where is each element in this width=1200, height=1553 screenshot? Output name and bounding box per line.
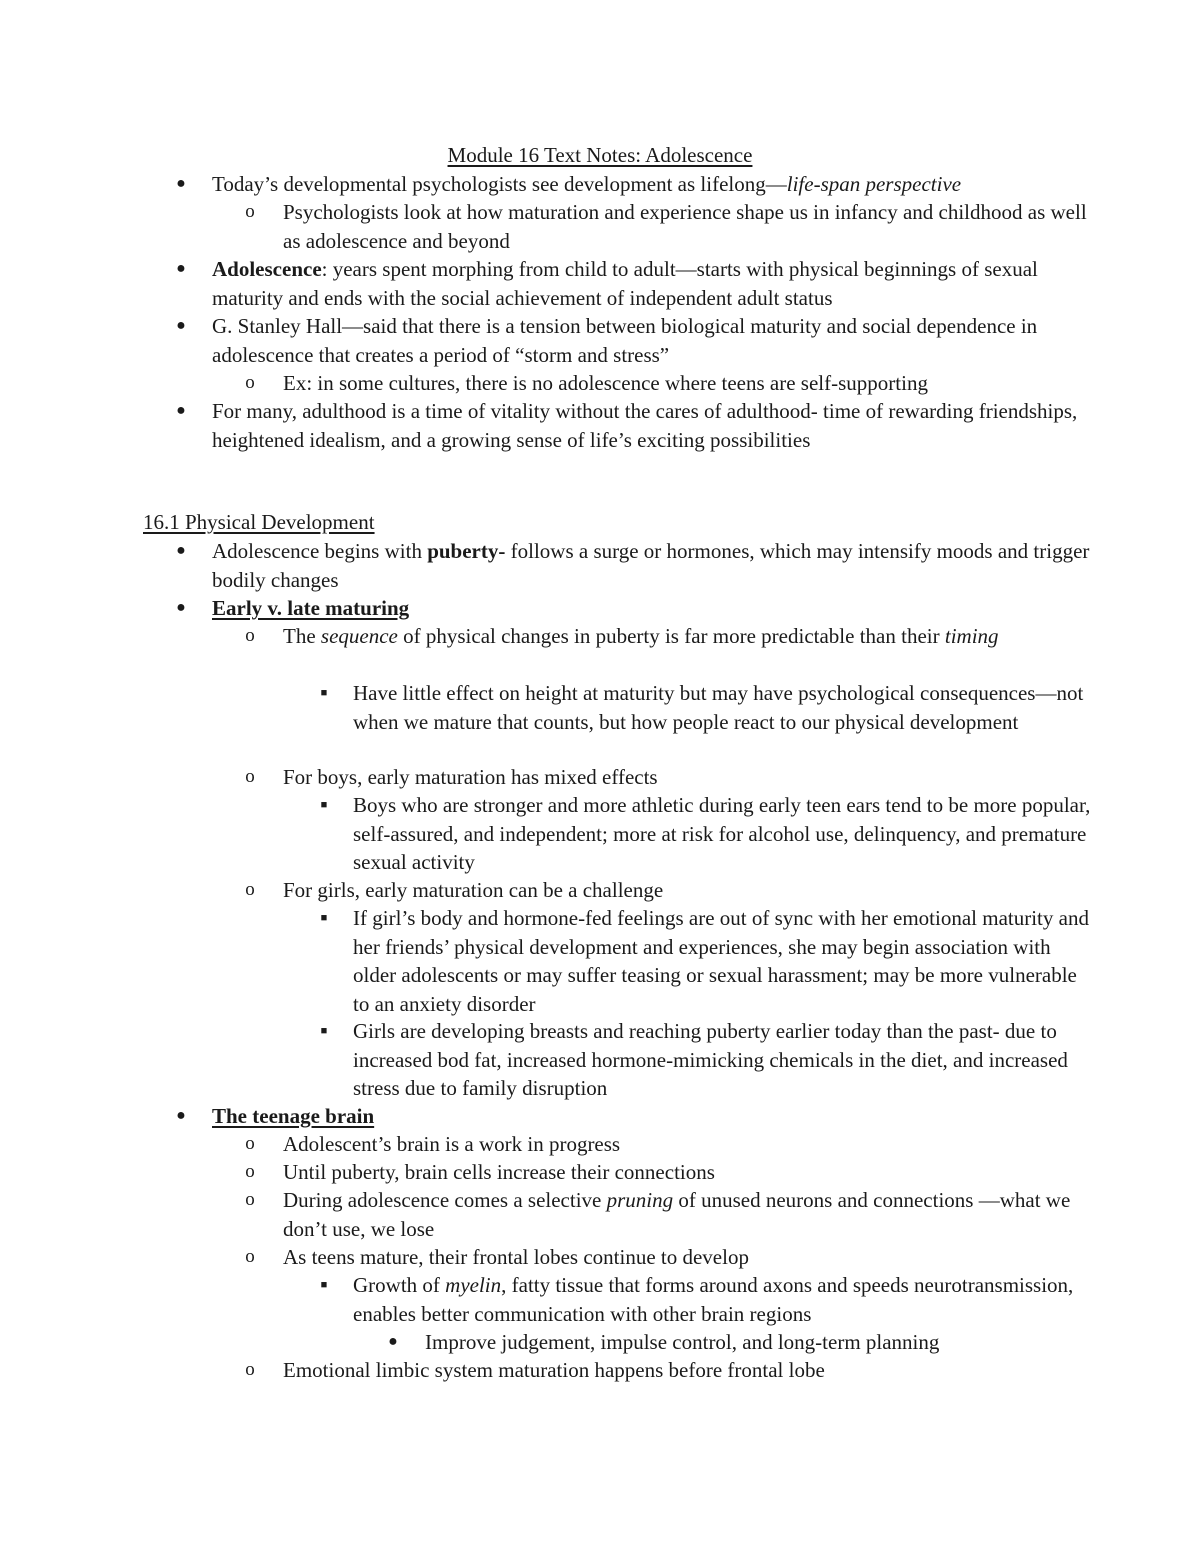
sub-text: Until puberty, brain cells increase their connections [283, 1160, 715, 1184]
square-marker: ■ [320, 912, 328, 924]
bullet-marker: ● [176, 260, 186, 277]
intro-bullet-lifespan [176, 170, 1092, 199]
sub-text: Adolescent’s brain is a work in progress [283, 1132, 621, 1156]
bullet-text: : years spent morphing from child to adult—starts with physical beginnings of sexual maturity and ends with the social achievement of independent adult status [212, 257, 1038, 310]
sub-text-cont: of unused neurons and connections —what we don’t use, we lose [283, 1188, 1071, 1241]
sub-text: The [283, 624, 321, 648]
circle-marker: o [245, 1246, 255, 1267]
italic-term: life-span perspective [786, 172, 962, 196]
circle-marker: o [245, 372, 255, 393]
bullet-text: G. Stanley Hall—said that there is a tension between biological maturity and social dependence in adolescence that creates a period of “storm and stress” [212, 314, 1038, 367]
height-point [320, 679, 1098, 736]
circle-marker: o [245, 1133, 255, 1154]
bullet-marker: ● [176, 599, 186, 616]
bold-term: Adolescence [212, 257, 322, 281]
sub-text: Psychologists look at how maturation and experience shape us in infancy and childhood as well as adolescence and beyond [283, 200, 1087, 253]
brain-sub-4 [245, 1243, 1093, 1272]
intro-sub-maturation [245, 198, 1093, 255]
square-marker: ■ [320, 687, 328, 699]
boys-sub [245, 763, 1093, 792]
circle-marker: o [245, 766, 255, 787]
point-text: Growth of [353, 1273, 446, 1297]
subheading: Early v. late maturing [212, 596, 410, 620]
boys-point [320, 791, 1098, 877]
girls-point-2 [320, 1017, 1098, 1103]
myelin-point [320, 1271, 1098, 1328]
bullet-text-cont: follows a surge or hormones, which may intensify moods and trigger bodily changes [212, 539, 1090, 592]
judgement-point [388, 1328, 1095, 1357]
bullet-marker: ● [176, 402, 186, 419]
teenage-brain-bullet [176, 1102, 1092, 1131]
sub-text-cont: of physical changes in puberty is far more predictable than their [397, 624, 945, 648]
bullet-text: Adolescence begins with [212, 539, 428, 563]
sub-text: During adolescence comes a selective [283, 1188, 607, 1212]
sub-text: For boys, early maturation has mixed effects [283, 765, 658, 789]
point-text: Improve judgement, impulse control, and long-term planning [425, 1330, 940, 1354]
italic-term: sequence [320, 624, 398, 648]
girls-sub [245, 876, 1093, 905]
italic-term: timing [944, 624, 999, 648]
brain-sub-5 [245, 1356, 1093, 1385]
square-marker: ■ [320, 1025, 328, 1037]
point-text: Girls are developing breasts and reaching puberty earlier today than the past- due to increased bod fat, increased hormone-mimicking chemicals in the diet, and increased stress due to family disruption [353, 1019, 1068, 1100]
bullet-text: For many, adulthood is a time of vitality without the cares of adulthood- time of rewarding friendships, heightened idealism, and a growing sense of life’s exciting possibilities [212, 399, 1078, 452]
puberty-bullet [176, 537, 1092, 594]
sub-text: Ex: in some cultures, there is no adolescence where teens are self-supporting [283, 371, 928, 395]
point-text: Have little effect on height at maturity but may have psychological consequences—not when we mature that counts, but how people react to our physical development [353, 681, 1084, 734]
section-title: 16.1 Physical Development [143, 510, 375, 534]
point-text: Boys who are stronger and more athletic during early teen ears tend to be more popular, self-assured, and independent; more at risk for alcohol use, delinquency, and premature sexual activity [353, 793, 1091, 874]
bold-term: puberty- [427, 539, 506, 563]
maturing-heading-bullet [176, 594, 1092, 623]
circle-marker: o [245, 201, 255, 222]
italic-term: pruning [606, 1188, 674, 1212]
italic-term: myelin [445, 1273, 502, 1297]
intro-bullet-adulthood [176, 397, 1092, 454]
intro-bullet-hall [176, 312, 1092, 369]
sequence-sub [245, 622, 1093, 651]
circle-marker: o [245, 1189, 255, 1210]
sub-text: For girls, early maturation can be a challenge [283, 878, 664, 902]
sub-text: Emotional limbic system maturation happens before frontal lobe [283, 1358, 825, 1382]
intro-bullet-adolescence [176, 255, 1092, 312]
bullet-marker: ● [176, 1107, 186, 1124]
point-text: If girl’s body and hormone-fed feelings are out of sync with her emotional maturity and her friends’ physical development and experiences, she may begin association with older adolescents or may suffer teasing or sexual harassment; may be more vulnerable to an anxiety disorder [353, 906, 1089, 1016]
circle-marker: o [245, 1161, 255, 1182]
brain-sub-3 [245, 1186, 1093, 1243]
bullet-text: Today’s developmental psychologists see development as lifelong— [212, 172, 787, 196]
brain-sub-2 [245, 1158, 1093, 1187]
square-marker: ■ [320, 799, 328, 811]
square-marker: ■ [320, 1279, 328, 1291]
bullet-marker: ● [388, 1333, 398, 1350]
brain-sub-1 [245, 1130, 1093, 1159]
subheading: The teenage brain [212, 1104, 375, 1128]
circle-marker: o [245, 879, 255, 900]
girls-point-1 [320, 904, 1098, 1018]
document-title: Module 16 Text Notes: Adolescence [447, 143, 753, 167]
bullet-marker: ● [176, 175, 186, 192]
bullet-marker: ● [176, 317, 186, 334]
point-text-cont: , fatty tissue that forms around axons and speeds neurotransmission, enables better communication with other brain regions [353, 1273, 1074, 1326]
sub-text: As teens mature, their frontal lobes continue to develop [283, 1245, 749, 1269]
circle-marker: o [245, 625, 255, 646]
intro-sub-cultures [245, 369, 1093, 398]
bullet-marker: ● [176, 542, 186, 559]
circle-marker: o [245, 1359, 255, 1380]
